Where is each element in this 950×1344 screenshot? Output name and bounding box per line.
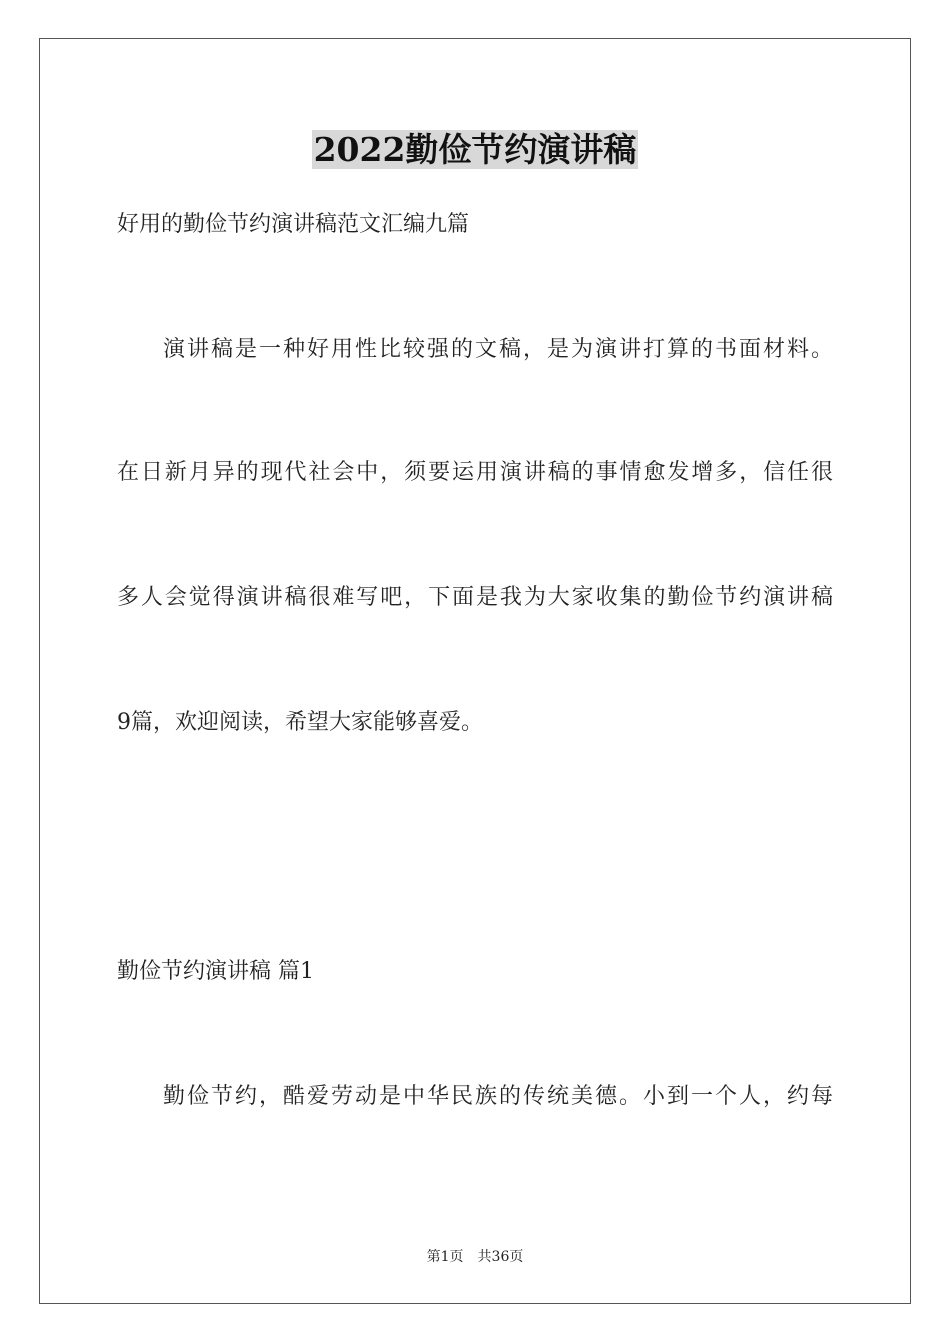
section-paragraph-line: 勤俭节约，酷爱劳动是中华民族的传统美德。小到一个人，约每 — [163, 1084, 833, 1109]
document-title — [0, 128, 950, 172]
document-subtitle: 好用的勤俭节约演讲稿范文汇编九篇 — [117, 212, 470, 237]
section-heading: 勤俭节约演讲稿 篇1 — [117, 959, 314, 984]
intro-paragraph-line: 多人会觉得演讲稿很难写吧，下面是我为大家收集的勤俭节约演讲稿 — [117, 585, 833, 610]
page-total: 共36页 — [477, 1249, 524, 1265]
intro-paragraph-line: 9篇，欢迎阅读，希望大家能够喜爱。 — [117, 710, 483, 735]
page-footer — [0, 1248, 950, 1266]
page-number: 第1页 — [426, 1249, 464, 1265]
intro-paragraph-line: 在日新月异的现代社会中，须要运用演讲稿的事情愈发增多，信任很 — [117, 460, 833, 485]
document-title-text: 2022勤俭节约演讲稿 — [313, 130, 637, 169]
intro-paragraph-line: 演讲稿是一种好用性比较强的文稿，是为演讲打算的书面材料。 — [163, 337, 833, 362]
